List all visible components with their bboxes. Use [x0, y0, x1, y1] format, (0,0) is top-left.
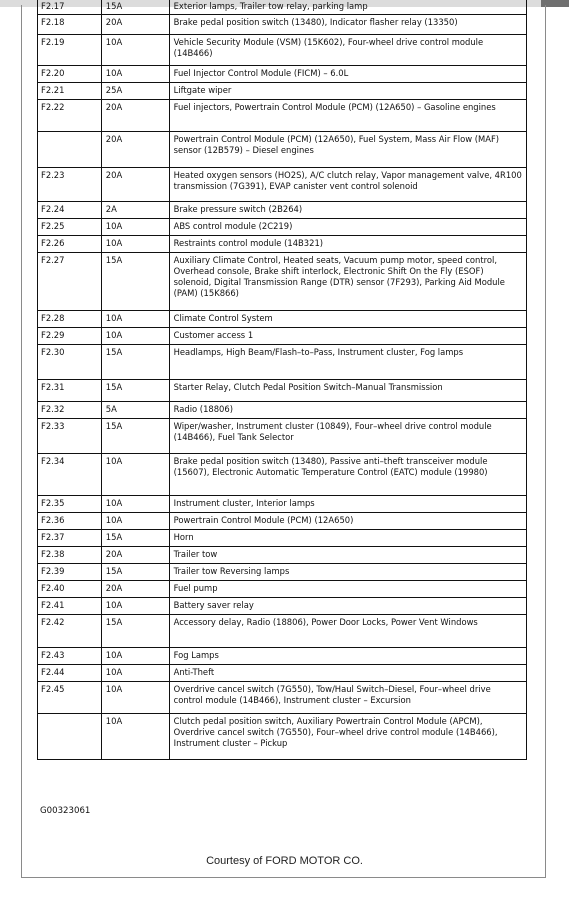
amperage-cell: 10A — [101, 496, 169, 513]
fuse-number-cell: F2.27 — [38, 253, 102, 311]
amperage-cell: 10A — [101, 682, 169, 714]
amperage-cell: 20A — [101, 547, 169, 564]
fuse-number-cell: F2.26 — [38, 236, 102, 253]
circuits-cell: Headlamps, High Beam/Flash–to–Pass, Instrument cluster, Fog lamps — [169, 345, 526, 380]
table-row — [38, 202, 527, 219]
amperage-cell: 10A — [101, 236, 169, 253]
amperage-cell: 2A — [101, 202, 169, 219]
credit-line: Courtesy of FORD MOTOR CO. — [206, 855, 363, 867]
table-row — [38, 615, 527, 648]
fuse-number-cell: F2.39 — [38, 564, 102, 581]
amperage-cell: 10A — [101, 328, 169, 345]
table-row — [38, 35, 527, 66]
table-row — [38, 419, 527, 454]
amperage-cell: 15A — [101, 564, 169, 581]
amperage-cell: 15A — [101, 253, 169, 311]
amperage-cell: 20A — [101, 15, 169, 35]
circuits-cell: Fuel pump — [169, 581, 526, 598]
fuse-number-cell: F2.29 — [38, 328, 102, 345]
fuse-number-cell: F2.18 — [38, 15, 102, 35]
circuits-cell: Auxiliary Climate Control, Heated seats, Vacuum pump motor, speed control, Overhead console, Brake shift interlock, Electronic Shift On the Fly (ESOF) solenoid, Digital Transmission Range (DTR) sensor (7F293), Parking Aid Module (PAM) (15K866) — [169, 253, 526, 311]
table-row — [38, 132, 527, 168]
circuits-cell: Radio (18806) — [169, 402, 526, 419]
circuits-cell: Horn — [169, 530, 526, 547]
fuse-number-cell: F2.44 — [38, 665, 102, 682]
amperage-cell: 20A — [101, 168, 169, 202]
table-row — [38, 547, 527, 564]
table-row — [38, 380, 527, 402]
fuse-number-cell: F2.17 — [38, 0, 102, 15]
amperage-cell: 10A — [101, 714, 169, 760]
amperage-cell: 15A — [101, 419, 169, 454]
fuse-number-cell: F2.31 — [38, 380, 102, 402]
circuits-cell: Fuel Injector Control Module (FICM) – 6.0L — [169, 66, 526, 83]
amperage-cell: 20A — [101, 132, 169, 168]
circuits-cell: Trailer tow — [169, 547, 526, 564]
amperage-cell: 15A — [101, 530, 169, 547]
fuse-table-body — [38, 0, 527, 760]
fuse-number-cell: F2.28 — [38, 311, 102, 328]
fuse-number-cell: F2.33 — [38, 419, 102, 454]
amperage-cell: 15A — [101, 345, 169, 380]
table-row — [38, 564, 527, 581]
table-row — [38, 311, 527, 328]
fuse-number-cell: F2.37 — [38, 530, 102, 547]
amperage-cell: 10A — [101, 35, 169, 66]
circuits-cell: Wiper/washer, Instrument cluster (10849), Four–wheel drive control module (14B466), Fuel Tank Selector — [169, 419, 526, 454]
fuse-number-cell — [38, 714, 102, 760]
fuse-number-cell: F2.19 — [38, 35, 102, 66]
circuits-cell: Powertrain Control Module (PCM) (12A650), Fuel System, Mass Air Flow (MAF) sensor (12B579) – Diesel engines — [169, 132, 526, 168]
fuse-number-cell: F2.30 — [38, 345, 102, 380]
circuits-cell: Overdrive cancel switch (7G550), Tow/Haul Switch–Diesel, Four–wheel drive control module (14B466), Instrument cluster – Excursion — [169, 682, 526, 714]
table-row — [38, 66, 527, 83]
circuits-cell: Restraints control module (14B321) — [169, 236, 526, 253]
circuits-cell: Instrument cluster, Interior lamps — [169, 496, 526, 513]
table-row — [38, 454, 527, 496]
fuse-number-cell: F2.22 — [38, 100, 102, 132]
table-row — [38, 236, 527, 253]
circuits-cell: Liftgate wiper — [169, 83, 526, 100]
fuse-number-cell: F2.36 — [38, 513, 102, 530]
table-row — [38, 714, 527, 760]
circuits-cell: ABS control module (2C219) — [169, 219, 526, 236]
table-row — [38, 530, 527, 547]
table-row — [38, 682, 527, 714]
table-row — [38, 83, 527, 100]
circuits-cell: Vehicle Security Module (VSM) (15K602), Four-wheel drive control module (14B466) — [169, 35, 526, 66]
table-row — [38, 168, 527, 202]
fuse-number-cell: F2.25 — [38, 219, 102, 236]
fuse-number-cell: F2.43 — [38, 648, 102, 665]
fuse-table — [37, 0, 527, 760]
circuits-cell: Customer access 1 — [169, 328, 526, 345]
amperage-cell: 10A — [101, 598, 169, 615]
table-row — [38, 598, 527, 615]
circuits-cell: Clutch pedal position switch, Auxiliary Powertrain Control Module (APCM), Overdrive cancel switch (7G550), Four–wheel drive control module (14B466), Instrument cluster – Pickup — [169, 714, 526, 760]
amperage-cell: 25A — [101, 83, 169, 100]
fuse-number-cell: F2.41 — [38, 598, 102, 615]
fuse-number-cell: F2.21 — [38, 83, 102, 100]
fuse-number-cell: F2.42 — [38, 615, 102, 648]
fuse-number-cell: F2.24 — [38, 202, 102, 219]
fuse-number-cell — [38, 132, 102, 168]
table-row — [38, 219, 527, 236]
circuits-cell: Brake pedal position switch (13480), Passive anti–theft transceiver module (15607), Electronic Automatic Temperature Control (EATC) module (19980) — [169, 454, 526, 496]
circuits-cell: Starter Relay, Clutch Pedal Position Switch–Manual Transmission — [169, 380, 526, 402]
fuse-number-cell: F2.38 — [38, 547, 102, 564]
circuits-cell: Accessory delay, Radio (18806), Power Door Locks, Power Vent Windows — [169, 615, 526, 648]
circuits-cell: Trailer tow Reversing lamps — [169, 564, 526, 581]
table-row — [38, 665, 527, 682]
table-row — [38, 345, 527, 380]
amperage-cell: 10A — [101, 665, 169, 682]
circuits-cell: Battery saver relay — [169, 598, 526, 615]
circuits-cell: Fuel injectors, Powertrain Control Module (PCM) (12A650) – Gasoline engines — [169, 100, 526, 132]
amperage-cell: 15A — [101, 380, 169, 402]
fuse-number-cell: F2.23 — [38, 168, 102, 202]
circuits-cell: Anti-Theft — [169, 665, 526, 682]
fuse-number-cell: F2.32 — [38, 402, 102, 419]
table-row — [38, 513, 527, 530]
amperage-cell: 10A — [101, 66, 169, 83]
table-row — [38, 581, 527, 598]
table-row — [38, 496, 527, 513]
figure-code: G00323061 — [40, 806, 91, 816]
fuse-number-cell: F2.20 — [38, 66, 102, 83]
circuits-cell: Exterior lamps, Trailer tow relay, parking lamp — [169, 0, 526, 15]
amperage-cell: 20A — [101, 581, 169, 598]
table-row — [38, 328, 527, 345]
circuits-cell: Powertrain Control Module (PCM) (12A650) — [169, 513, 526, 530]
table-row — [38, 0, 527, 15]
table-row — [38, 402, 527, 419]
amperage-cell: 10A — [101, 311, 169, 328]
amperage-cell: 20A — [101, 100, 169, 132]
fuse-number-cell: F2.35 — [38, 496, 102, 513]
amperage-cell: 15A — [101, 615, 169, 648]
circuits-cell: Fog Lamps — [169, 648, 526, 665]
circuits-cell: Brake pedal position switch (13480), Indicator flasher relay (13350) — [169, 15, 526, 35]
circuits-cell: Climate Control System — [169, 311, 526, 328]
amperage-cell: 10A — [101, 648, 169, 665]
fuse-number-cell: F2.40 — [38, 581, 102, 598]
amperage-cell: 15A — [101, 0, 169, 15]
table-row — [38, 15, 527, 35]
fuse-number-cell: F2.45 — [38, 682, 102, 714]
circuits-cell: Heated oxygen sensors (HO2S), A/C clutch relay, Vapor management valve, 4R100 transmission (7G391), EVAP canister vent control solenoid — [169, 168, 526, 202]
amperage-cell: 10A — [101, 454, 169, 496]
table-row — [38, 100, 527, 132]
amperage-cell: 10A — [101, 513, 169, 530]
amperage-cell: 5A — [101, 402, 169, 419]
table-row — [38, 253, 527, 311]
circuits-cell: Brake pressure switch (2B264) — [169, 202, 526, 219]
amperage-cell: 10A — [101, 219, 169, 236]
fuse-number-cell: F2.34 — [38, 454, 102, 496]
table-row — [38, 648, 527, 665]
